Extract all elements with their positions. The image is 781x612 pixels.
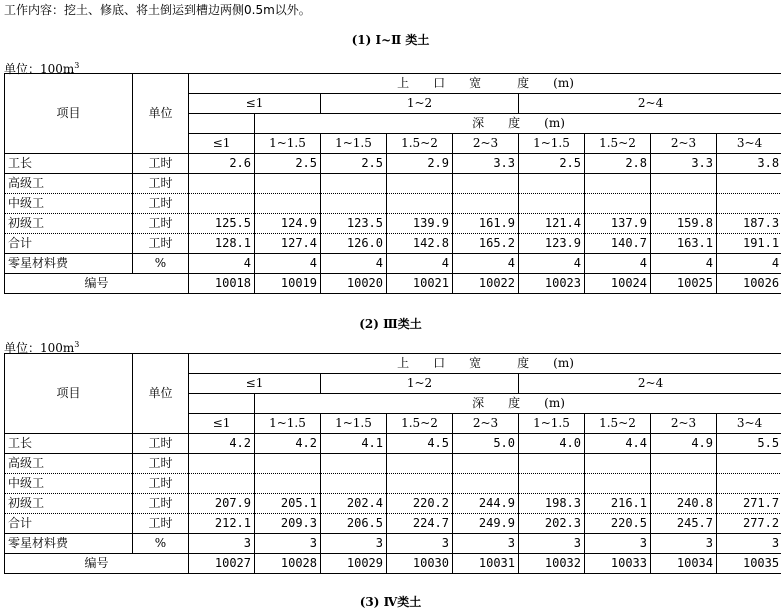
value-cell: 4.0 [519,434,585,454]
value-cell [585,474,651,494]
code-cell: 10023 [519,274,585,294]
width-group-header: 1~2 [321,94,519,114]
top-width-header: 上 口 宽 度 (m) [189,354,781,374]
value-cell: 3 [453,534,519,554]
row-unit: 工时 [133,234,189,254]
value-cell: 126.0 [321,234,387,254]
code-cell: 10024 [585,274,651,294]
value-cell [519,474,585,494]
blank-cell [189,394,255,414]
value-cell [189,174,255,194]
value-cell: 3 [519,534,585,554]
depth-range-header: 1.5~2 [387,134,453,154]
value-cell [453,454,519,474]
row-unit: 工时 [133,154,189,174]
row-label: 中级工 [5,474,133,494]
value-cell [189,474,255,494]
value-cell [519,174,585,194]
value-cell: 3 [585,534,651,554]
value-cell: 125.5 [189,214,255,234]
value-cell: 124.9 [255,214,321,234]
value-cell: 2.6 [189,154,255,174]
value-cell [255,194,321,214]
code-cell: 10032 [519,554,585,574]
value-cell: 202.4 [321,494,387,514]
blank-cell [189,114,255,134]
code-cell: 10018 [189,274,255,294]
value-cell: 3 [651,534,717,554]
table-row [5,154,781,174]
value-cell: 4 [321,254,387,274]
unit-superscript: 3 [74,61,80,70]
depth-range-header: 2~3 [651,134,717,154]
unit-text: 单位：100m [4,62,75,76]
depth-range-header: ≤1 [189,134,255,154]
value-cell: 4.4 [585,434,651,454]
value-cell: 220.2 [387,494,453,514]
value-cell: 3 [255,534,321,554]
value-cell [717,474,781,494]
value-cell: 244.9 [453,494,519,514]
code-cell: 10022 [453,274,519,294]
value-cell: 212.1 [189,514,255,534]
table-row [5,474,781,494]
table-row [5,534,781,554]
section-title-3: (3) Ⅳ类土 [359,595,422,609]
row-unit: % [133,254,189,274]
table-row [5,174,781,194]
code-cell: 10027 [189,554,255,574]
value-cell: 4 [453,254,519,274]
value-cell: 3 [189,534,255,554]
depth-header: 深 度 (m) [255,114,781,134]
value-cell [321,474,387,494]
value-cell: 137.9 [585,214,651,234]
row-label: 零星材料费 [5,534,133,554]
unit-text: 单位：100m [4,341,75,355]
value-cell: 127.4 [255,234,321,254]
code-cell: 10033 [585,554,651,574]
value-cell: 139.9 [387,214,453,234]
depth-range-header: ≤1 [189,414,255,434]
depth-range-header: 1~1.5 [321,134,387,154]
value-cell [585,194,651,214]
value-cell: 216.1 [585,494,651,514]
value-cell: 123.5 [321,214,387,234]
header-row [5,74,781,94]
depth-header: 深 度 (m) [255,394,781,414]
value-cell: 4.5 [387,434,453,454]
value-cell: 4 [651,254,717,274]
value-cell: 4.9 [651,434,717,454]
depth-range-header: 1~1.5 [321,414,387,434]
table-row [5,254,781,274]
value-cell [717,454,781,474]
row-label: 工长 [5,434,133,454]
row-unit: 工时 [133,174,189,194]
value-cell: 3.8 [717,154,781,174]
value-cell: 277.2 [717,514,781,534]
code-cell: 10028 [255,554,321,574]
value-cell: 4 [255,254,321,274]
value-cell: 271.7 [717,494,781,514]
row-label: 合计 [5,514,133,534]
value-cell: 165.2 [453,234,519,254]
depth-range-header: 3~4 [717,414,781,434]
code-cell: 10034 [651,554,717,574]
unit-superscript: 3 [74,340,80,349]
value-cell [387,194,453,214]
code-row [5,554,781,574]
depth-range-header: 1.5~2 [585,414,651,434]
value-cell [387,474,453,494]
row-label: 初级工 [5,214,133,234]
value-cell [717,194,781,214]
depth-range-header: 3~4 [717,134,781,154]
code-cell: 10025 [651,274,717,294]
table-row [5,514,781,534]
section-title-1: (1) Ⅰ~Ⅱ 类土 [351,33,430,47]
value-cell [453,174,519,194]
value-cell: 4.2 [189,434,255,454]
table-row [5,234,781,254]
value-cell: 163.1 [651,234,717,254]
code-row [5,274,781,294]
value-cell: 245.7 [651,514,717,534]
value-cell [189,194,255,214]
depth-range-header: 1.5~2 [387,414,453,434]
width-group-header: 1~2 [321,374,519,394]
row-unit: 工时 [133,214,189,234]
quota-table-1 [4,73,781,294]
value-cell [321,174,387,194]
top-width-header: 上 口 宽 度 (m) [189,74,781,94]
code-cell: 10035 [717,554,781,574]
value-cell: 142.8 [387,234,453,254]
row-label: 工长 [5,154,133,174]
unit-header: 单位 [133,354,189,434]
row-unit: 工时 [133,514,189,534]
item-header: 项目 [5,354,133,434]
depth-range-header: 2~3 [453,414,519,434]
table-row [5,494,781,514]
value-cell: 2.5 [255,154,321,174]
row-unit: % [133,534,189,554]
code-cell: 10019 [255,274,321,294]
value-cell [651,474,717,494]
row-unit: 工时 [133,494,189,514]
row-unit: 工时 [133,194,189,214]
value-cell: 4 [189,254,255,274]
value-cell: 4 [387,254,453,274]
row-label: 合计 [5,234,133,254]
value-cell: 224.7 [387,514,453,534]
value-cell: 2.8 [585,154,651,174]
table-row [5,214,781,234]
value-cell [255,454,321,474]
value-cell: 5.0 [453,434,519,454]
value-cell: 220.5 [585,514,651,534]
value-cell: 3.3 [651,154,717,174]
value-cell: 159.8 [651,214,717,234]
value-cell [519,454,585,474]
value-cell [387,454,453,474]
value-cell [189,454,255,474]
work-content-intro: 工作内容：挖土、修底、将土倒运到槽边两侧0.5m以外。 [4,3,311,17]
depth-range-header: 2~3 [453,134,519,154]
depth-range-header: 1~1.5 [519,134,585,154]
value-cell [453,194,519,214]
depth-range-header: 1~1.5 [255,134,321,154]
value-cell: 3 [387,534,453,554]
section-title-2: (2) Ⅲ类土 [359,317,422,331]
value-cell [387,174,453,194]
code-cell: 10026 [717,274,781,294]
value-cell: 2.5 [321,154,387,174]
value-cell [453,474,519,494]
value-cell: 3 [321,534,387,554]
value-cell [585,454,651,474]
value-cell: 240.8 [651,494,717,514]
value-cell: 191.1 [717,234,781,254]
row-unit: 工时 [133,474,189,494]
item-header: 项目 [5,74,133,154]
row-label: 初级工 [5,494,133,514]
value-cell: 5.5 [717,434,781,454]
row-label: 高级工 [5,174,133,194]
width-group-header: ≤1 [189,94,321,114]
value-cell [651,454,717,474]
value-cell: 209.3 [255,514,321,534]
value-cell [717,174,781,194]
code-cell: 10031 [453,554,519,574]
code-label: 编号 [5,274,189,294]
row-label: 高级工 [5,454,133,474]
value-cell: 3.3 [453,154,519,174]
value-cell: 140.7 [585,234,651,254]
value-cell: 207.9 [189,494,255,514]
value-cell: 4.2 [255,434,321,454]
row-label: 零星材料费 [5,254,133,274]
row-unit: 工时 [133,454,189,474]
header-row [5,354,781,374]
depth-range-header: 1~1.5 [519,414,585,434]
value-cell [585,174,651,194]
value-cell: 4 [519,254,585,274]
code-cell: 10029 [321,554,387,574]
value-cell [321,454,387,474]
value-cell: 121.4 [519,214,585,234]
depth-range-header: 2~3 [651,414,717,434]
width-group-header: ≤1 [189,374,321,394]
value-cell [651,194,717,214]
row-unit: 工时 [133,434,189,454]
value-cell [255,174,321,194]
value-cell [255,474,321,494]
value-cell: 4 [585,254,651,274]
table-row [5,434,781,454]
value-cell: 202.3 [519,514,585,534]
value-cell: 2.5 [519,154,585,174]
depth-range-header: 1.5~2 [585,134,651,154]
value-cell: 206.5 [321,514,387,534]
value-cell: 4.1 [321,434,387,454]
value-cell: 2.9 [387,154,453,174]
quota-table-2 [4,353,781,574]
value-cell: 4 [717,254,781,274]
value-cell [651,174,717,194]
table-row [5,194,781,214]
width-group-header: 2~4 [519,374,781,394]
value-cell: 3 [717,534,781,554]
value-cell: 187.3 [717,214,781,234]
value-cell: 198.3 [519,494,585,514]
value-cell: 249.9 [453,514,519,534]
unit-header: 单位 [133,74,189,154]
width-group-header: 2~4 [519,94,781,114]
value-cell: 128.1 [189,234,255,254]
table-row [5,454,781,474]
code-cell: 10021 [387,274,453,294]
code-cell: 10030 [387,554,453,574]
code-cell: 10020 [321,274,387,294]
row-label: 中级工 [5,194,133,214]
value-cell [519,194,585,214]
value-cell [321,194,387,214]
value-cell: 123.9 [519,234,585,254]
value-cell: 205.1 [255,494,321,514]
depth-range-header: 1~1.5 [255,414,321,434]
value-cell: 161.9 [453,214,519,234]
code-label: 编号 [5,554,189,574]
